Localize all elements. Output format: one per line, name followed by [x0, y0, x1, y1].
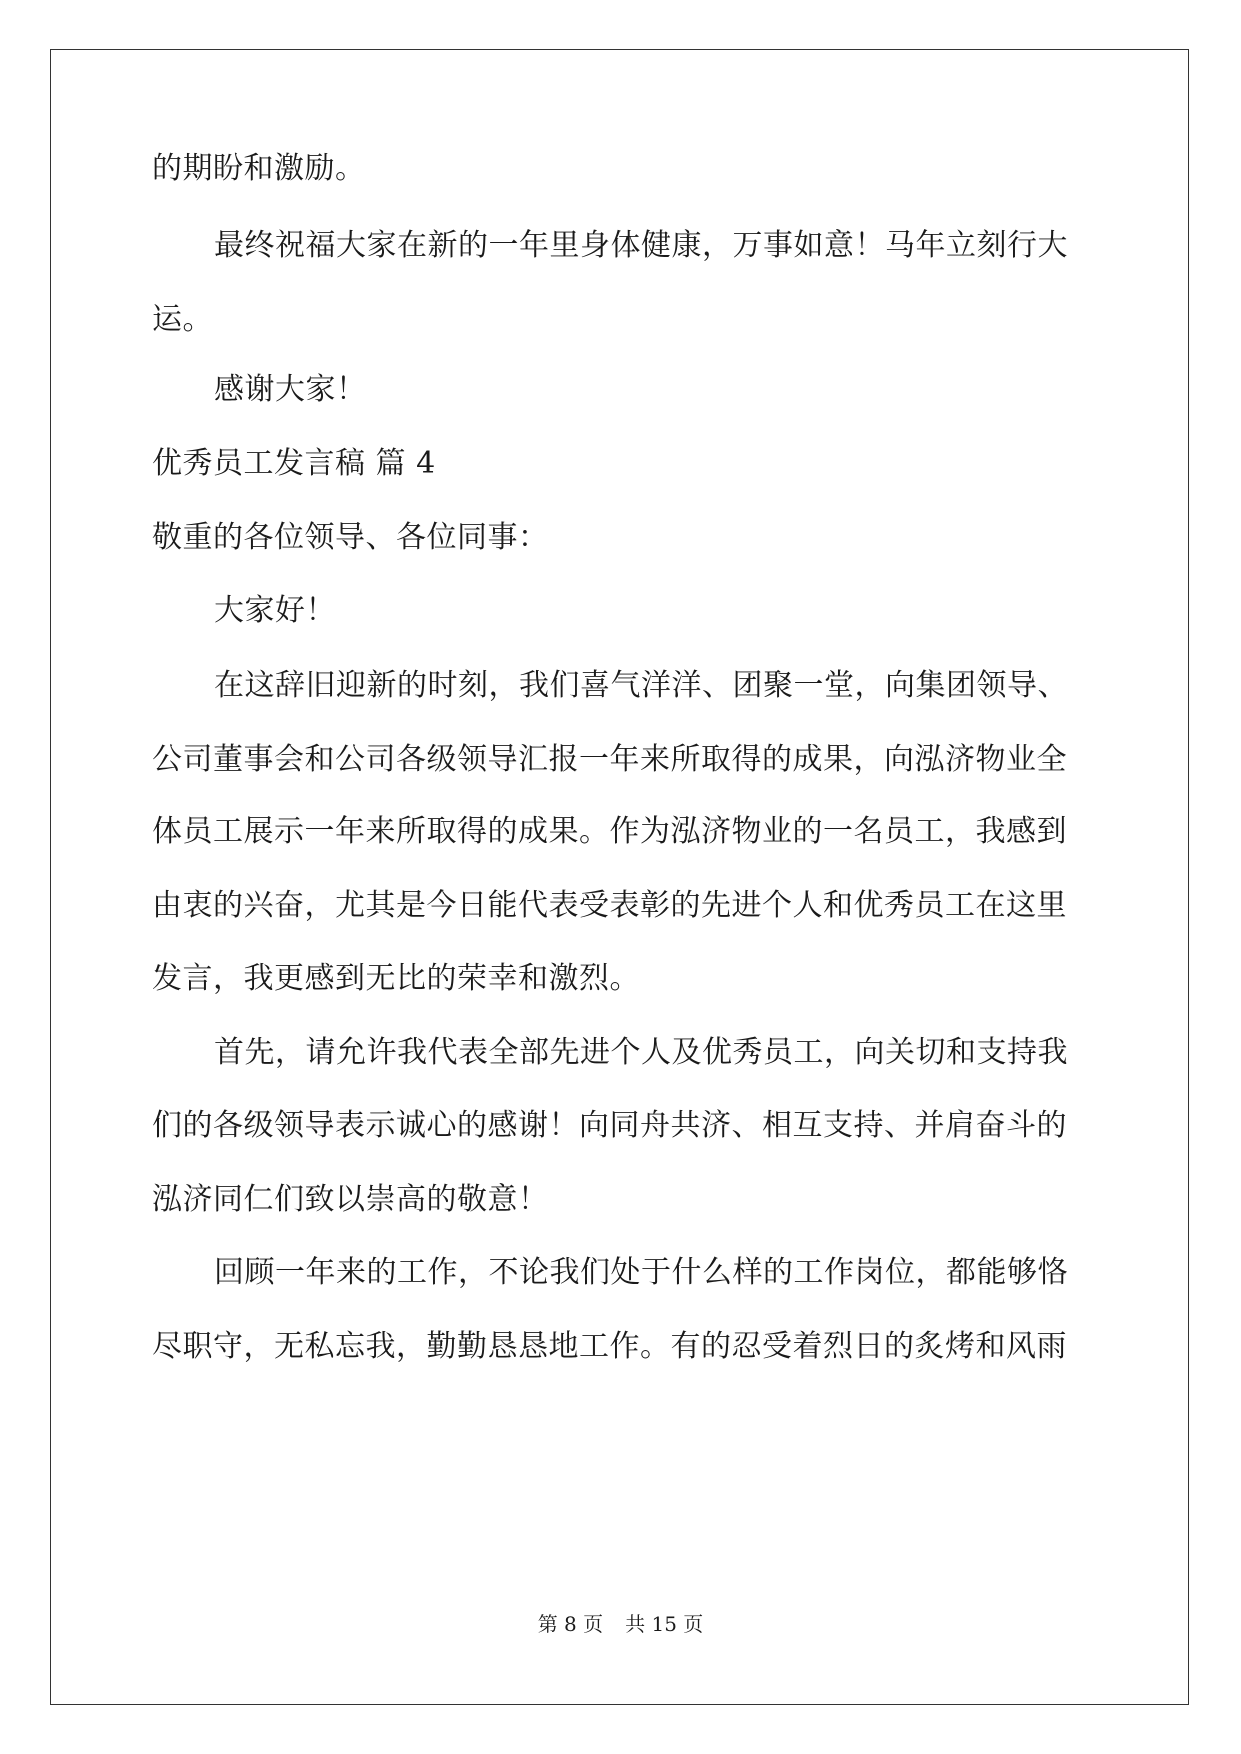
section-heading: 优秀员工发言稿 篇 4 — [152, 446, 436, 481]
paragraph-line: 回顾一年来的工作，不论我们处于什么样的工作岗位，都能够恪 — [214, 1255, 1068, 1290]
paragraph-line: 的期盼和激励。 — [152, 151, 366, 186]
greeting: 大家好！ — [214, 593, 336, 628]
paragraph-line: 公司董事会和公司各级领导汇报一年来所取得的成果，向泓济物业全 — [152, 742, 1067, 777]
page-total: 共 15 页 — [625, 1612, 704, 1636]
paragraph-line: 运。 — [152, 302, 213, 337]
paragraph-line: 最终祝福大家在新的一年里身体健康，万事如意！马年立刻行大 — [214, 228, 1068, 263]
paragraph-line: 泓济同仁们致以崇高的敬意！ — [152, 1182, 549, 1217]
page-footer — [0, 1612, 1241, 1636]
paragraph-line: 首先，请允许我代表全部先进个人及优秀员工，向关切和支持我 — [214, 1035, 1068, 1070]
page-number: 第 8 页 — [537, 1612, 604, 1636]
paragraph-line: 感谢大家！ — [214, 372, 367, 407]
paragraph-line: 尽职守，无私忘我，勤勤恳恳地工作。有的忍受着烈日的炙烤和风雨 — [152, 1329, 1067, 1364]
salutation: 敬重的各位领导、各位同事： — [152, 520, 549, 555]
paragraph-line: 们的各级领导表示诚心的感谢！向同舟共济、相互支持、并肩奋斗的 — [152, 1108, 1067, 1143]
paragraph-line: 发言，我更感到无比的荣幸和激烈。 — [152, 961, 640, 996]
paragraph-line: 体员工展示一年来所取得的成果。作为泓济物业的一名员工，我感到 — [152, 814, 1067, 849]
paragraph-line: 在这辞旧迎新的时刻，我们喜气洋洋、团聚一堂，向集团领导、 — [214, 668, 1068, 703]
paragraph-line: 由衷的兴奋，尤其是今日能代表受表彰的先进个人和优秀员工在这里 — [152, 888, 1067, 923]
page-border — [50, 49, 1189, 1705]
